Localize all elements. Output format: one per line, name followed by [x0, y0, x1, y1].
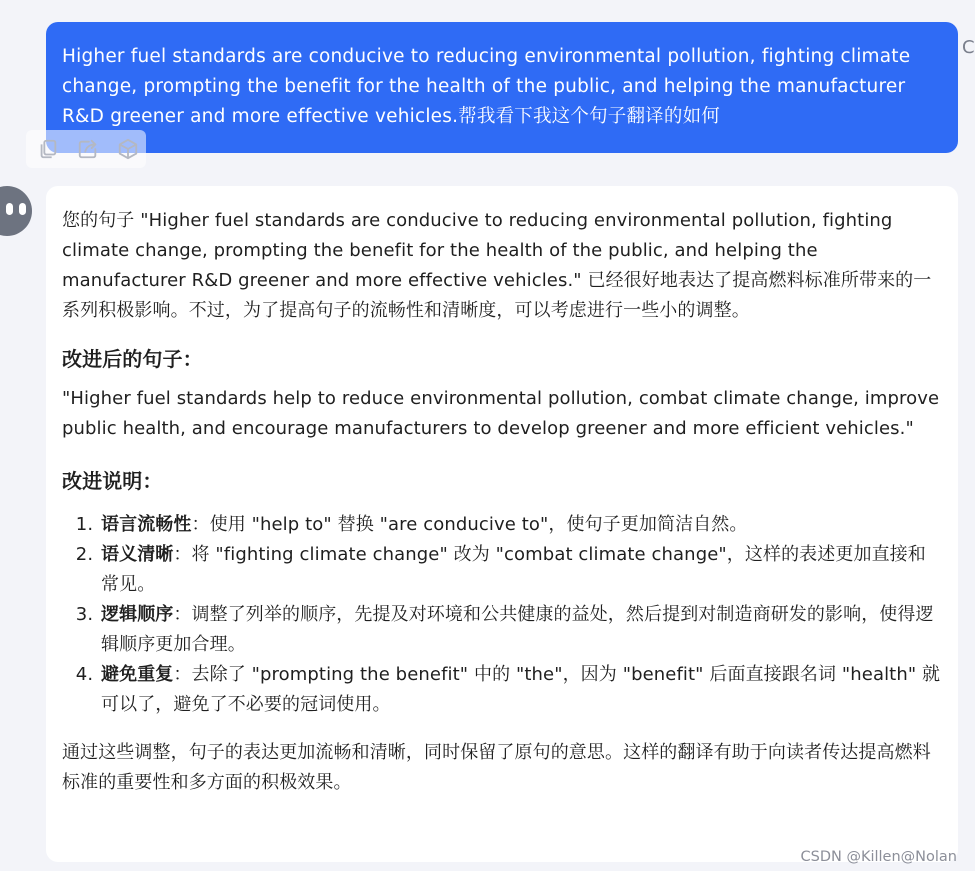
notes-list [62, 510, 942, 720]
note-item [99, 510, 942, 540]
note-title: 逻辑顺序 [101, 604, 174, 625]
improved-sentence: "Higher fuel standards help to reduce environmental pollution, combat climate change, improve public health, and encourage manufacturers to develop greener and more efficient vehicles." [62, 388, 940, 439]
user-message-bubble [46, 22, 958, 153]
share-icon[interactable] [74, 135, 102, 163]
note-item [99, 600, 942, 660]
reply-conclusion: 通过这些调整，句子的表达更加流畅和清晰，同时保留了原句的意思。这样的翻译有助于向读者传达提高燃料标准的重要性和多方面的积极效果。 [62, 742, 931, 793]
note-item [99, 540, 942, 600]
partial-icon[interactable]: C [962, 37, 975, 58]
note-text: ：使用 "help to" 替换 "are conducive to"，使句子更加简洁自然。 [191, 514, 748, 535]
reply-intro: 您的句子 "Higher fuel standards are conducive to reducing environmental pollution, fighting climate change, prompting the benefit for the health of the public, and helping the manufacturer R&D greener and more effective vehicles." 已经很好地表达了提高燃料标准所带来的一系列积极影响。不过，为了提高句子的流畅性和清晰度，可以考虑进行一些小的调整。 [62, 210, 932, 321]
note-text: ：将 "fighting climate change" 改为 "combat climate change"，这样的表述更加直接和常见。 [101, 544, 926, 595]
cube-icon[interactable] [114, 135, 142, 163]
note-title: 语义清晰 [101, 544, 174, 565]
note-text: ：调整了列举的顺序，先提及对环境和公共健康的益处，然后提到对制造商研发的影响，使得逻辑顺序更加合理。 [101, 604, 934, 655]
avatar-eye [19, 203, 26, 215]
assistant-avatar [0, 186, 32, 236]
notes-heading: 改进说明： [62, 469, 163, 493]
note-item [99, 660, 942, 720]
assistant-reply-card [46, 186, 958, 862]
avatar-eye [6, 203, 13, 215]
copy-icon[interactable] [34, 135, 62, 163]
message-toolbar [26, 130, 146, 168]
note-title: 避免重复 [101, 664, 174, 685]
user-message-text: Higher fuel standards are conducive to reducing environmental pollution, fighting climate change, prompting the benefit for the health of the public, and helping the manufacturer R&D greener and more effective vehicles.帮我看下我这个句子翻译的如何 [62, 46, 911, 127]
note-title: 语言流畅性 [101, 514, 192, 535]
note-text: ：去除了 "prompting the benefit" 中的 "the"，因为 "benefit" 后面直接跟名词 "health" 就可以了，避免了不必要的冠词使用。 [101, 664, 941, 715]
improved-heading: 改进后的句子： [62, 347, 203, 371]
watermark: CSDN @Killen@Nolan [800, 849, 957, 865]
